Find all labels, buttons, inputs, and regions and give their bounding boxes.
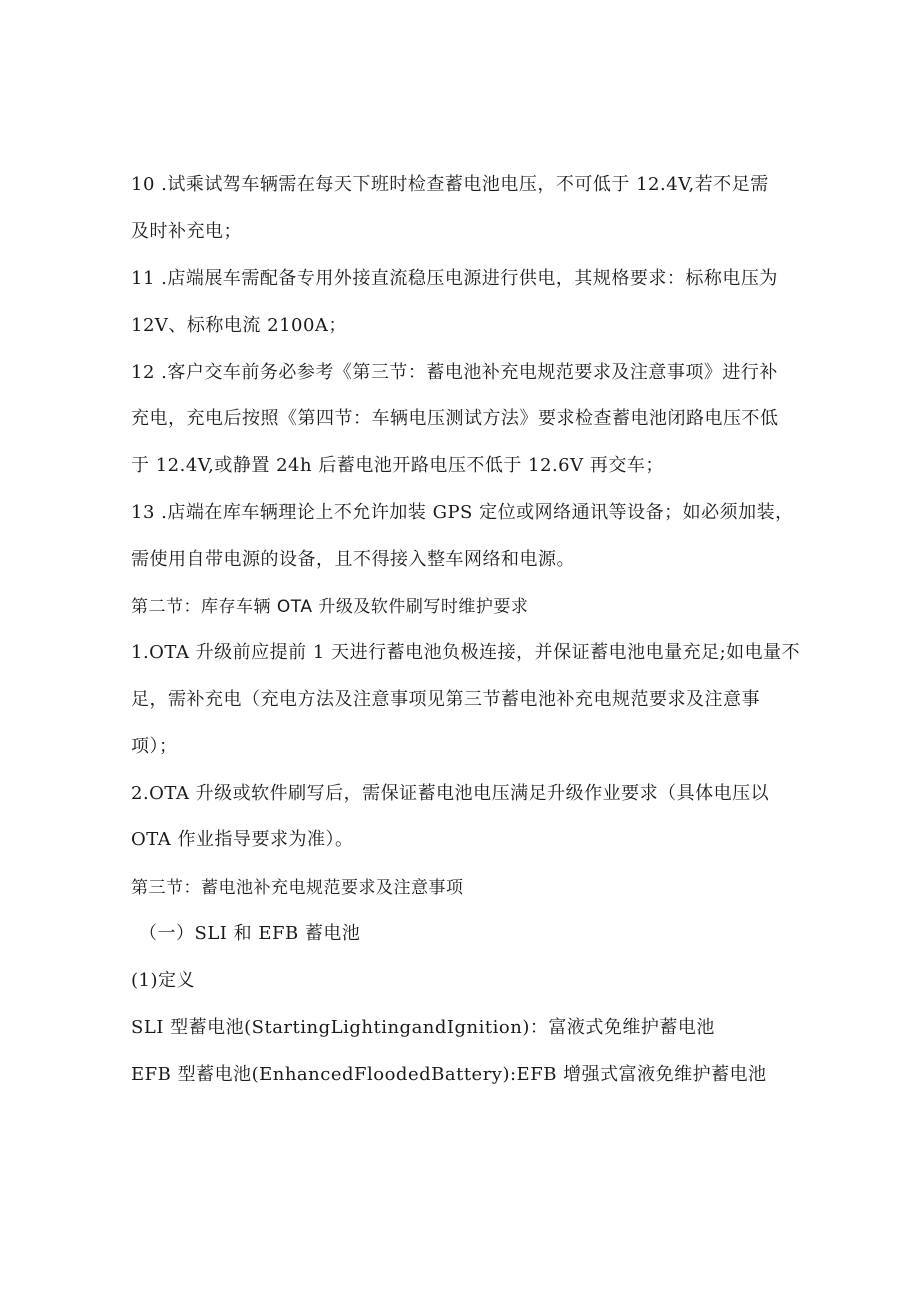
section-heading-2: 第二节：库存车辆 OTA 升级及软件刷写时维护要求 — [131, 597, 529, 617]
text-line-item-11: 11 .店端展车需配备专用外接直流稳压电源进行供电，其规格要求：标称电压为 — [131, 268, 778, 289]
definition-efb: EFB 型蓄电池(EnhancedFloodedBattery):EFB 增强式富液免维护蓄电池 — [131, 1064, 767, 1085]
subsection-heading: （一）SLI 和 EFB 蓄电池 — [139, 923, 361, 944]
text-line-ota-2-cont: OTA 作业指导要求为准）。 — [131, 829, 354, 850]
definition-heading: (1)定义 — [131, 970, 195, 991]
text-line-ota-1: 1.OTA 升级前应提前 1 天进行蓄电池负极连接，并保证蓄电池电量充足;如电量不 — [131, 642, 801, 663]
text-line-item-13: 13 .店端在库车辆理论上不允许加装 GPS 定位或网络通讯等设备；如必须加装， — [131, 502, 794, 523]
text-line-ota-2: 2.OTA 升级或软件刷写后，需保证蓄电池电压满足升级作业要求（具体电压以 — [131, 783, 770, 804]
text-line-item-13-cont: 需使用自带电源的设备，且不得接入整车网络和电源。 — [131, 549, 575, 570]
text-line-item-12-cont: 于 12.4V,或静置 24h 后蓄电池开路电压不低于 12.6V 再交车； — [131, 455, 664, 476]
text-line-item-10-cont: 及时补充电； — [131, 221, 242, 242]
text-line-item-10: 10 .试乘试驾车辆需在每天下班时检查蓄电池电压，不可低于 12.4V,若不足需 — [131, 174, 769, 195]
text-line-ota-1-cont: 项）； — [131, 736, 178, 757]
definition-sli: SLI 型蓄电池(StartingLightingandIgnition)：富液式免维护蓄电池 — [131, 1017, 715, 1038]
text-line-ota-1-cont: 足，需补充电（充电方法及注意事项见第三节蓄电池补充电规范要求及注意事 — [131, 689, 760, 710]
text-line-item-11-cont: 12V、标称电流 2100A； — [131, 315, 347, 336]
text-line-item-12: 12 .客户交车前务必参考《第三节：蓄电池补充电规范要求及注意事项》进行补 — [131, 362, 778, 383]
text-line-item-12-cont: 充电，充电后按照《第四节：车辆电压测试方法》要求检查蓄电池闭路电压不低 — [131, 408, 779, 429]
section-heading-3: 第三节：蓄电池补充电规范要求及注意事项 — [131, 878, 464, 898]
